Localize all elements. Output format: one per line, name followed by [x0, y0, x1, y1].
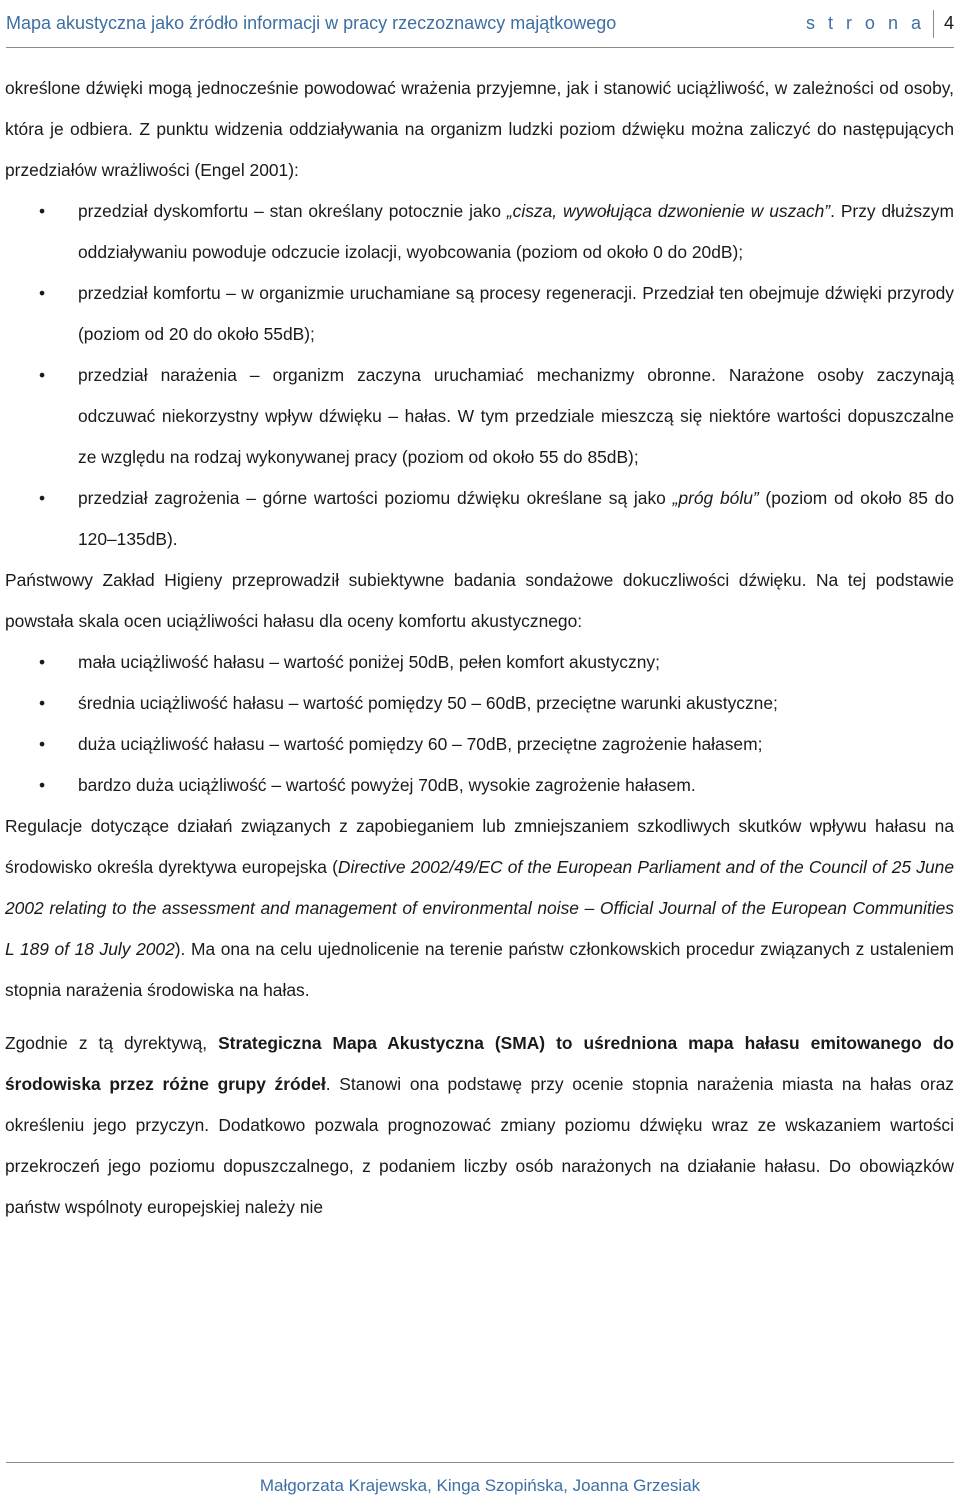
page-indicator: [806, 10, 954, 38]
list-item: • przedział dyskomfortu – stan określany potocznie jako „cisza, wywołująca dzwonienie w uszach”. Przy dłuższym oddziaływaniu powoduje odczucie izolacji, wyobcowania (poziom od około 0 do 20dB);: [5, 191, 954, 273]
list-item: • duża uciążliwość hałasu – wartość pomiędzy 60 – 70dB, przeciętne zagrożenie hałasem;: [5, 724, 954, 765]
paragraph-survey: Państwowy Zakład Higieny przeprowadził subiektywne badania sondażowe dokuczliwości dźwięku. Na tej podstawie powstała skala ocen uciążliwości hałasu dla oceny komfortu akustycznego:: [5, 570, 954, 631]
list-item: • przedział narażenia – organizm zaczyna uruchamiać mechanizmy obronne. Narażone osoby zaczynają odczuwać niekorzystny wpływ dźwięku – hałas. W tym przedziale mieszczą się niektóre wartości dopuszczalne ze względu na rodzaj wykonywanej pracy (poziom od około 55 do 85dB);: [5, 355, 954, 478]
bullet-icon: •: [39, 734, 46, 754]
footer-authors: Małgorzata Krajewska, Kinga Szopińska, Joanna Grzesiak: [259, 1475, 701, 1495]
nuisance-scale-list: [5, 642, 954, 806]
bullet-icon: •: [39, 693, 46, 713]
list-item: • przedział komfortu – w organizmie uruchamiane są procesy regeneracji. Przedział ten obejmuje dźwięki przyrody (poziom od 20 do około 55dB);: [5, 273, 954, 355]
paragraph-gap: [5, 1011, 954, 1023]
list-item: • bardzo duża uciążliwość – wartość powyżej 70dB, wysokie zagrożenie hałasem.: [5, 765, 954, 806]
bullet-icon: •: [39, 283, 46, 303]
bullet-icon: •: [39, 488, 46, 508]
page-separator: [933, 10, 934, 38]
sensitivity-ranges-list: [5, 191, 954, 560]
page-label: s t r o n a: [805, 13, 925, 33]
header-title: Mapa akustyczna jako źródło informacji w pracy rzeczoznawcy majątkowego: [6, 13, 617, 33]
page-number: 4: [943, 13, 954, 33]
paragraph-directive: Regulacje dotyczące działań związanych z zapobieganiem lub zmniejszaniem szkodliwych skutków wpływu hałasu na środowisko określa dyrektywa europejska (Directive 2002/49/EC of the European Parliament and of the Council of 25 June 2002 relating to the assessment and management of environmental noise – Official Journal of the European Communities L 189 of 18 July 2002). Ma ona na celu ujednolicenie na terenie państw członkowskich procedur związanych z ustaleniem stopnia narażenia środowiska na hałas.: [5, 816, 955, 1000]
paragraph-sma: Zgodnie z tą dyrektywą, Strategiczna Mapa Akustyczna (SMA) to uśredniona mapa hałasu emitowanego do środowiska przez różne grupy źródeł. Stanowi ona podstawę przy ocenie stopnia narażenia miasta na hałas oraz określeniu jego przyczyn. Dodatkowo pozwala prognozować zmiany poziomu dźwięku wraz ze wskazaniem wartości przekroczeń jego poziomu dopuszczalnego, z podaniem liczby osób narażonych na działanie hałasu. Do obowiązków państw wspólnoty europejskiej należy nie: [5, 1033, 954, 1217]
bullet-icon: •: [39, 775, 46, 795]
bullet-icon: •: [39, 201, 46, 221]
page-footer: [6, 1462, 954, 1508]
bullet-icon: •: [39, 365, 46, 385]
page-header: [6, 0, 954, 48]
list-item: • średnia uciążliwość hałasu – wartość pomiędzy 50 – 60dB, przeciętne warunki akustyczne;: [5, 683, 954, 724]
list-item: • przedział zagrożenia – górne wartości poziomu dźwięku określane są jako „próg bólu” (poziom od około 85 do 120–135dB).: [5, 478, 954, 560]
document-body: [5, 68, 954, 1228]
list-item: • mała uciążliwość hałasu – wartość poniżej 50dB, pełen komfort akustyczny;: [5, 642, 954, 683]
paragraph-intro: określone dźwięki mogą jednocześnie powodować wrażenia przyjemne, jak i stanowić uciążliwość, w zależności od osoby, która je odbiera. Z punktu widzenia oddziaływania na organizm ludzki poziom dźwięku można zaliczyć do następujących przedziałów wrażliwości (Engel 2001):: [5, 78, 954, 180]
bullet-icon: •: [39, 652, 46, 672]
